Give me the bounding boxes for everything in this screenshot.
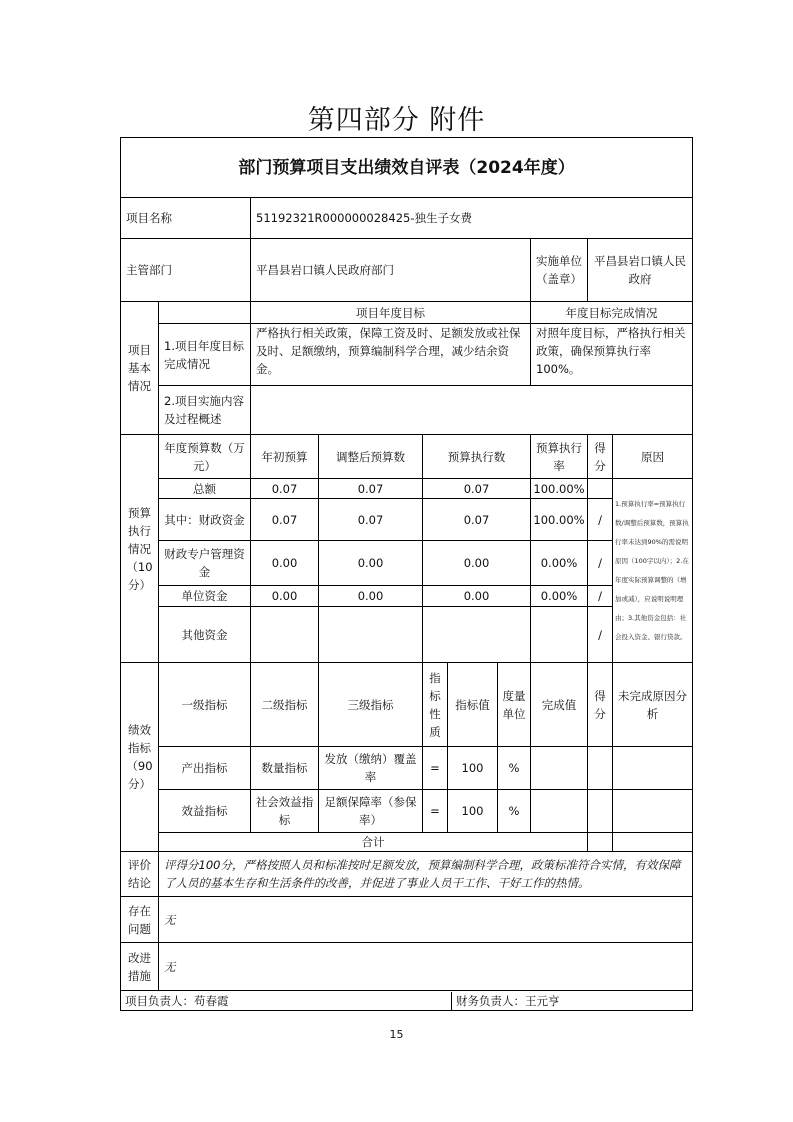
budget-header: 年初预算	[251, 435, 319, 479]
total-label: 合计	[159, 833, 588, 852]
finance-lead: 财务负责人：王元亨	[456, 993, 560, 1008]
improve-text: 无	[159, 943, 693, 991]
eval-text: 评得分100分，严格按照人员和标准按时足额发放，预算编制科学合理，政策标准符合实情，有效保障了人员的基本生存和生活条件的改善，并促进了事业人员干工作、干好工作的热情。	[159, 852, 693, 897]
budget-row: 其中：财政资金 0.07 0.07 0.07 100.00% /	[121, 499, 693, 541]
page-number: 15	[389, 1028, 404, 1041]
performance-table	[120, 137, 693, 1011]
issues-text: 无	[159, 897, 693, 943]
budget-header: 得分	[588, 435, 613, 479]
perf-header: 完成值	[531, 663, 588, 747]
dept: 平昌县岩口镇人民政府部门	[251, 239, 531, 302]
budget-label: 预算执行情况（10分）	[121, 435, 159, 663]
budget-row: 其他资金 /	[121, 607, 693, 663]
perf-header: 二级指标	[251, 663, 319, 747]
budget-reason: 1.预算执行率=预算执行数/调整后预算数，预算执行率未达到90%的需说明原因（100字以内）；2.在年度实际预算调整的（增加或减），应说明说明理由；3.其他资金包括：社会投入资金、银行贷款。	[613, 479, 693, 663]
impl: 平昌县岩口镇人民政府	[588, 239, 693, 302]
table-title: 部门预算项目支出绩效自评表（2024年度）	[121, 138, 693, 198]
perf-row: 效益指标 社会效益指标 足额保障率（参保率） = 100 %	[121, 790, 693, 833]
project-name: 51192321R000000028425-独生子女费	[251, 198, 693, 239]
page-title: 第四部分 附件	[307, 105, 486, 136]
budget-row: 财政专户管理资金 0.00 0.00 0.00 0.00% /	[121, 541, 693, 586]
goal-header: 项目年度目标	[251, 302, 531, 324]
completion-text: 对照年度目标，严格执行相关政策，确保预算执行率100%。	[531, 324, 693, 386]
impl-label: 实施单位（盖章）	[531, 239, 588, 302]
dept-label: 主管部门	[121, 239, 251, 302]
perf-header: 指标性质	[423, 663, 448, 747]
eval-label: 评价结论	[121, 852, 159, 897]
improve-label: 改进措施	[121, 943, 159, 991]
basic-label: 项目基本情况	[121, 302, 159, 435]
process-label: 2.项目实施内容及过程概述	[159, 386, 251, 435]
perf-row: 产出指标 数量指标 发放（缴纳）覆盖率 = 100 %	[121, 747, 693, 790]
project-name-label: 项目名称	[121, 198, 251, 239]
perf-header: 度量单位	[498, 663, 531, 747]
perf-label: 绩效指标（90分）	[121, 663, 159, 852]
issues-label: 存在问题	[121, 897, 159, 943]
budget-header: 预算执行数	[423, 435, 531, 479]
budget-header: 预算执行率	[531, 435, 588, 479]
project-lead: 项目负责人：苟春霞	[121, 992, 452, 1010]
completion-header: 年度目标完成情况	[531, 302, 693, 324]
goal-row-label: 1.项目年度目标完成情况	[159, 324, 251, 386]
perf-header: 未完成原因分析	[613, 663, 693, 747]
budget-header: 年度预算数（万元）	[159, 435, 251, 479]
budget-header: 调整后预算数	[319, 435, 423, 479]
budget-header: 原因	[613, 435, 693, 479]
budget-row: 总额 0.07 0.07 0.07 100.00% 1.预算执行率=预算执行数/调整后预算数，预算执行率未达到90%的需说明原因（100字以内）；2.在年度实际预算调整的（增加或减），应说明说明理由；3.其他资金包括：社会投入资金、银行贷款。	[121, 479, 693, 499]
budget-row: 单位资金 0.00 0.00 0.00 0.00% /	[121, 586, 693, 607]
goal-text: 严格执行相关政策，保障工资及时、足额发放或社保及时、足额缴纳，预算编制科学合理，减少结余资金。	[251, 324, 531, 386]
perf-header: 指标值	[448, 663, 498, 747]
perf-header: 一级指标	[159, 663, 251, 747]
perf-header: 三级指标	[319, 663, 423, 747]
perf-header: 得分	[588, 663, 613, 747]
